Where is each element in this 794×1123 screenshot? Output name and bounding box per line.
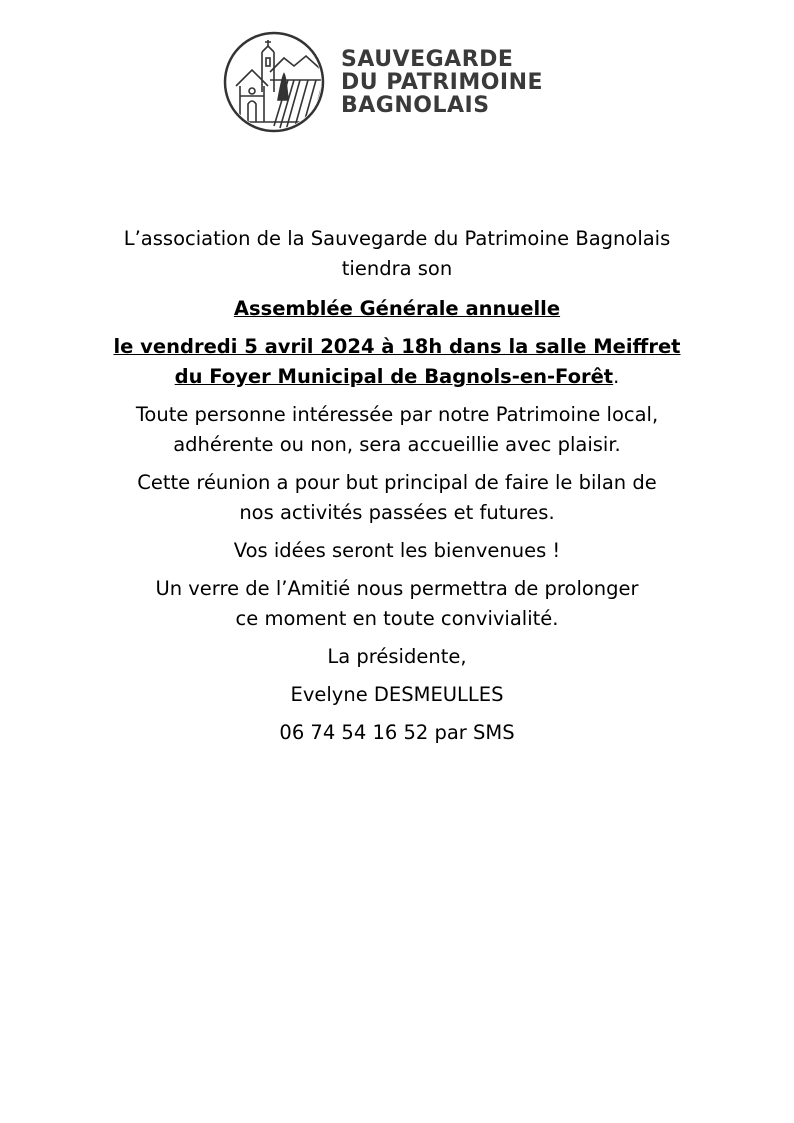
signature-name: Evelyne DESMEULLES	[290, 683, 504, 706]
contact-phone: 06 74 54 16 52 par SMS	[279, 721, 515, 744]
logo-line-1: SAUVEGARDE	[341, 47, 514, 72]
ideas-line: Vos idées seront les bienvenues !	[233, 539, 561, 562]
event-period: .	[613, 365, 620, 388]
welcome-line-1: Toute personne intéressée par notre Patrimoine local,	[135, 403, 659, 426]
logo-line-3: BAGNOLAIS	[341, 93, 490, 118]
event-date-line: le vendredi 5 avril 2024 à 18h dans la salle Meiffret	[113, 335, 681, 358]
purpose-line-2: nos activités passées et futures.	[239, 501, 555, 524]
drink-line-1: Un verre de l’Amitié nous permettra de prolonger	[155, 577, 639, 600]
welcome-line-2: adhérente ou non, sera accueillie avec plaisir.	[173, 433, 621, 456]
purpose-line-1: Cette réunion a pour but principal de faire le bilan de	[137, 471, 657, 494]
drink-line-2: ce moment en toute convivialité.	[235, 607, 559, 630]
event-venue-line: du Foyer Municipal de Bagnols-en-Forêt	[174, 365, 614, 388]
signature-role: La présidente,	[327, 645, 467, 668]
intro-line-1: L’association de la Sauvegarde du Patrimoine Bagnolais	[123, 227, 671, 250]
association-logo	[222, 30, 582, 140]
letter-body	[60, 224, 734, 748]
event-title: Assemblée Générale annuelle	[233, 297, 561, 320]
chapel-emblem-icon	[222, 30, 326, 134]
logo-line-2: DU PATRIMOINE	[341, 70, 544, 95]
intro-line-2: tiendra son	[341, 257, 453, 280]
logo-wordmark	[341, 48, 543, 117]
